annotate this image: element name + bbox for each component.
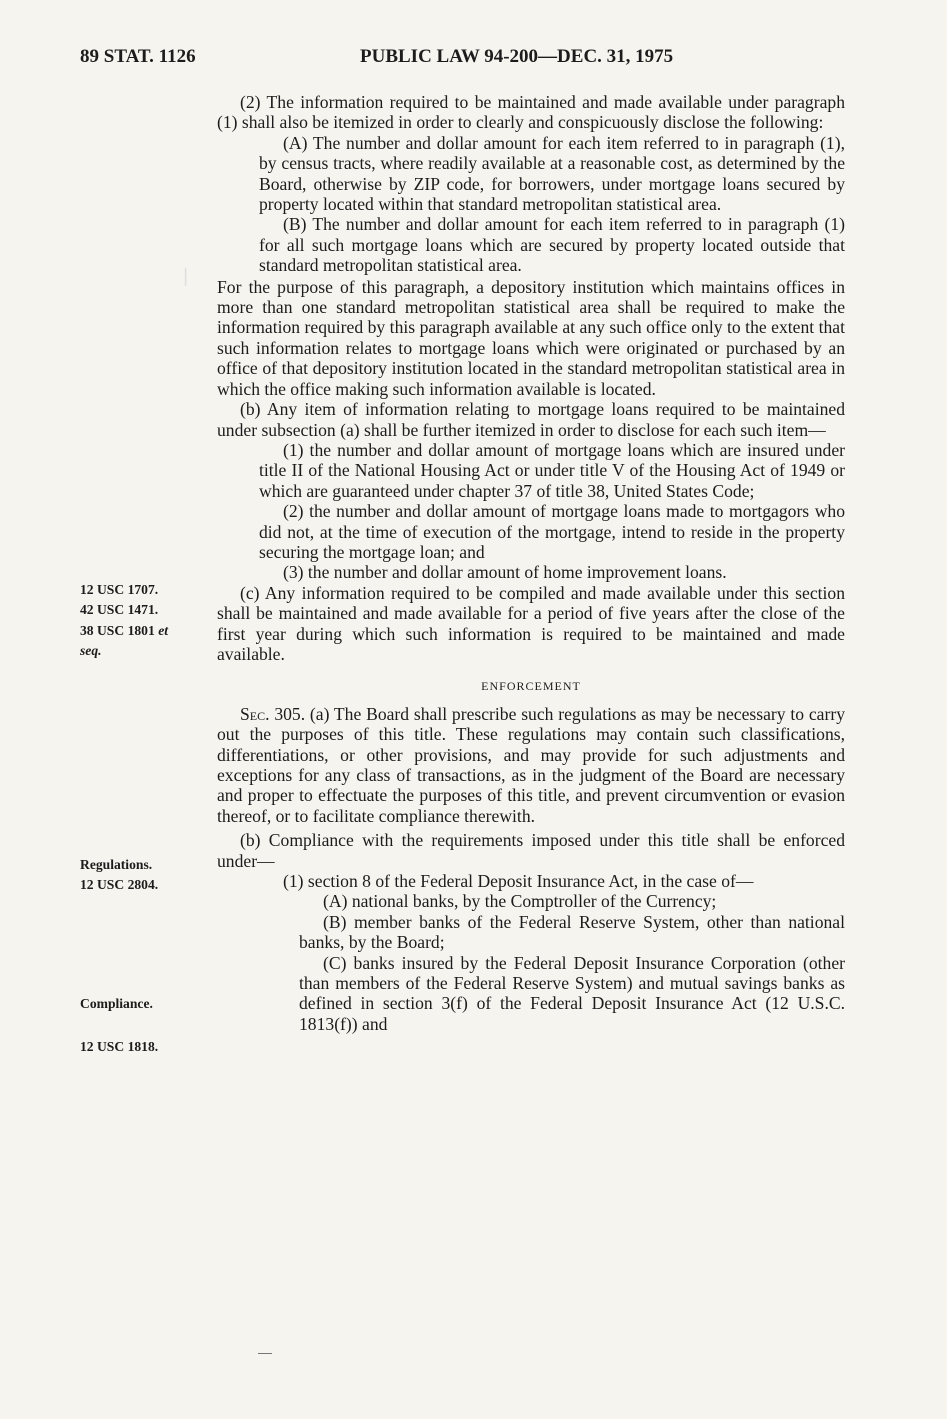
margin-note-compliance-label: Compliance. [80,996,153,1011]
running-header: PUBLIC LAW 94-200—DEC. 31, 1975 [360,46,674,67]
margin-note-42usc1471: 42 USC 1471. [80,602,159,618]
section-label: Sec. 305. [240,703,306,724]
margin-note-38usc1801: 38 USC 1801 et [80,622,168,638]
paragraph-sec305-b: (b) Compliance with the requirements imposed under this title shall be enforced under— [217,830,845,871]
margin-note-12usc2804: 12 USC 2804. [80,877,159,893]
paragraph-sec305-b1-C: (C) banks insured by the Federal Deposit Insurance Corporation (other than members of the Federal Reserve System) and mutual savings banks as defined in section 3(f) of the Federal Deposit Insurance Act (12 U.S.C. 1813(f)) and [299,952,845,1034]
margin-note-12usc1818 [80,1037,210,1057]
paragraph-a2-B: (B) The number and dollar amount for each item referred to in paragraph (1) for all such mortgage loans which are secured by property located outside that standard metropolitan statistical area. [259,214,845,276]
section-heading: ENFORCEMENT [481,679,581,694]
margin-note-12usc1707: 12 USC 1707. [80,582,159,597]
margin-note-regulations [80,855,210,896]
stray-mark [258,1353,272,1354]
paragraph-b1: (1) the number and dollar amount of mortgage loans which are insured under title II of the National Housing Act or under title V of the Housing Act of 1949 or which are guaranteed under chapter 37 of title 38, United States Code; [259,439,845,501]
margin-note-seq: seq. [80,643,102,659]
paragraph-sec305-b1-A: (A) national banks, by the Comptroller of the Currency; [323,891,717,912]
margin-note-12usc1818-label: 12 USC 1818. [80,1039,159,1054]
body-text [217,92,845,1034]
paragraph-a2: (2) The information required to be maintained and made available under paragraph (1) shall also be itemized in order to clearly and conspicuously disclose the following: [217,92,845,133]
paragraph-sec305-b1-B: (B) member banks of the Federal Reserve System, other than national banks, by the Board; [299,911,845,953]
paragraph-c: (c) Any information required to be compiled and made available under this section shall be maintained and made available for a period of five years after the close of the first year during which such information is required to be maintained and made available. [217,582,845,664]
paragraph-purpose: For the purpose of this paragraph, a depository institution which maintains offices in more than one standard metropolitan statistical area shall be required to make the information required by this paragraph available at any such office only to the extent that such information relates to mortgage loans which were originated or purchased by an office of that depository institution located in the standard metropolitan statistical area in which the office making such information available is located. [217,276,845,399]
paragraph-b2: (2) the number and dollar amount of mortgage loans made to mortgagors who did not, at the time of execution of the mortgage, intend to reside in the property securing the mortgage loan; and [259,501,845,562]
sec305-a-text: (a) The Board shall prescribe such regulations as may be necessary to carry out the purposes of this title. These regulations may contain such classifications, differentiations, or other provisions, and may provide for such adjustments and exceptions for any class of transactions, as in the judgment of the Board are necessary and proper to effectuate the purposes of this title, and prevent circumvention or evasion thereof, or to facilitate compliance therewith. [217,703,845,826]
margin-note-compliance [80,994,210,1014]
bleed-through-mark: ▏ [185,270,197,286]
margin-note-usc-citations [80,580,210,662]
margin-note-regulations-label: Regulations. [80,857,153,872]
paragraph-b3: (3) the number and dollar amount of home improvement loans. [283,562,727,583]
paragraph-sec305-a [217,704,845,826]
paragraph-sec305-b1: (1) section 8 of the Federal Deposit Insurance Act, in the case of— [283,871,754,892]
paragraph-b: (b) Any item of information relating to mortgage loans required to be maintained under subsection (a) shall be further itemized in order to disclose for each such item— [217,399,845,440]
paragraph-a2-A: (A) The number and dollar amount for each item referred to in paragraph (1), by census tracts, where readily available at a reasonable cost, as determined by the Board, otherwise by ZIP code, for borrowers, under mortgage loans secured by property located within that standard metropolitan statistical area. [259,132,845,215]
page-citation: 89 STAT. 1126 [80,46,196,67]
